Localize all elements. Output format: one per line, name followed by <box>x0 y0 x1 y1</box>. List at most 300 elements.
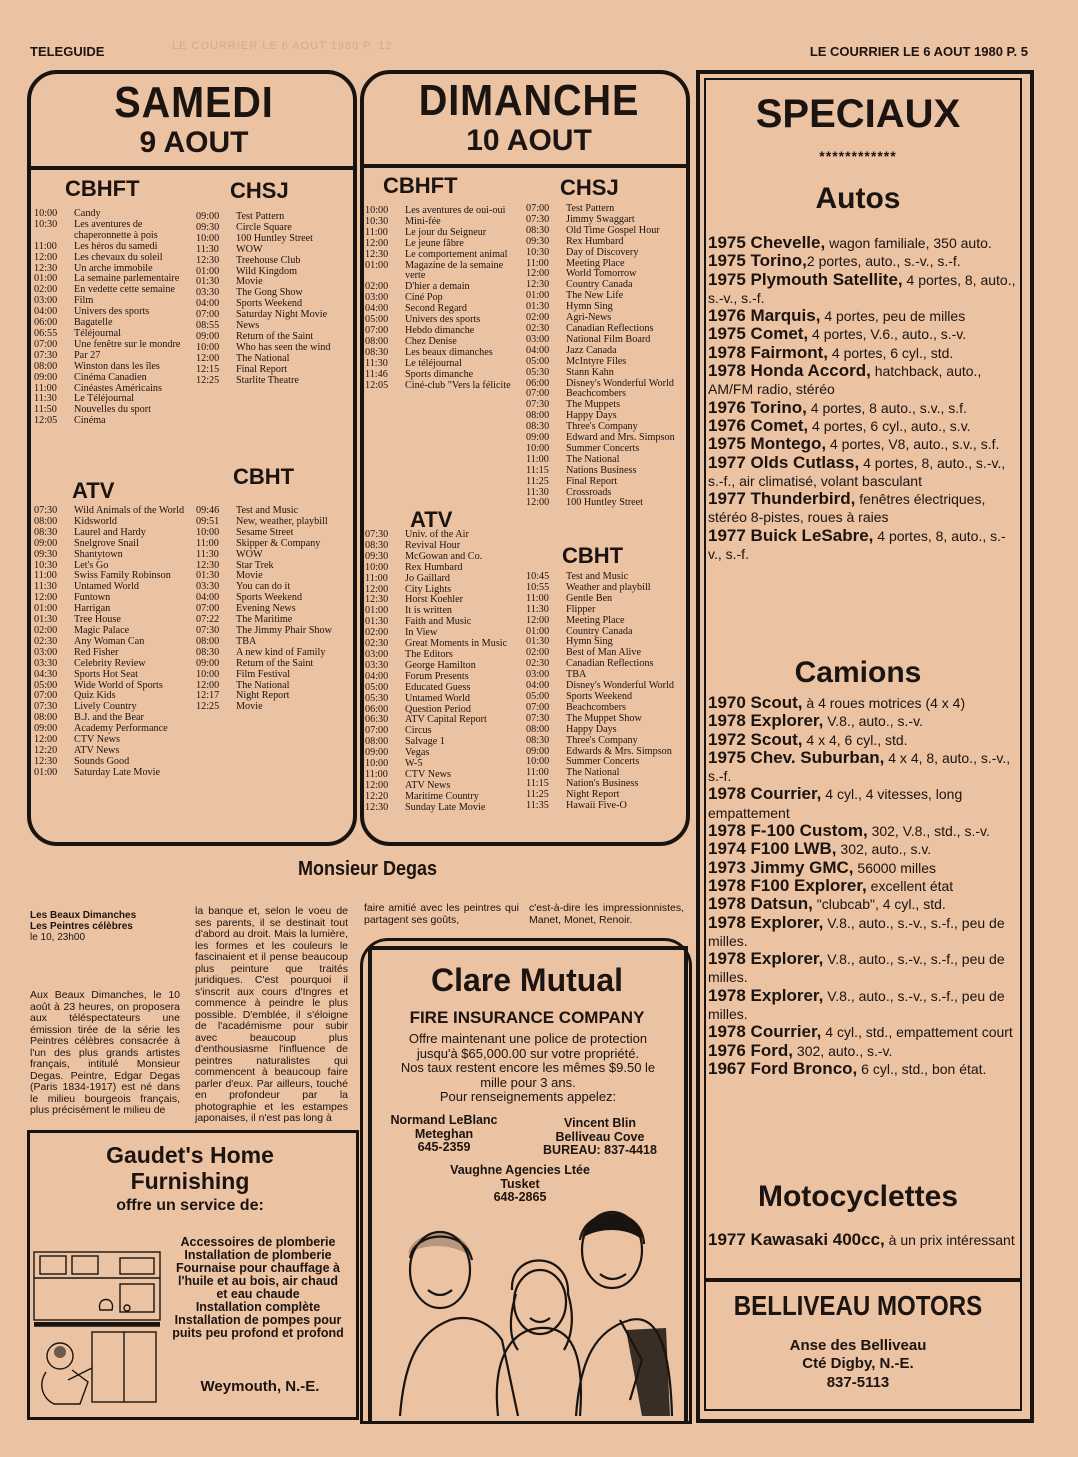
schedule-program: Test and Music <box>566 571 629 582</box>
autos-title: Autos <box>815 182 901 215</box>
schedule-row <box>196 310 352 321</box>
schedule-time: 07:30 <box>34 505 58 516</box>
dimanche-chsj-schedule <box>526 204 682 509</box>
schedule-time: 10:00 <box>196 526 220 538</box>
vehicle-details: wagon familiale, 350 auto. <box>825 235 992 251</box>
schedule-time: 12:00 <box>365 779 389 791</box>
schedule-program: The Editors <box>405 648 453 660</box>
vehicle-details: 4 portes, 6 cyl., std. <box>828 344 954 361</box>
schedule-time: 03:00 <box>526 333 550 345</box>
schedule-time: 01:30 <box>34 614 58 626</box>
schedule-time: 09:00 <box>34 371 58 383</box>
schedule-time: 04:00 <box>365 303 389 315</box>
schedule-time: 03:00 <box>365 292 389 304</box>
schedule-time: 12:05 <box>365 379 389 391</box>
schedule-time: 12:30 <box>526 279 550 291</box>
schedule-row <box>365 715 520 726</box>
schedule-time: 12:00 <box>34 592 58 604</box>
schedule-program: Téléjournal <box>74 327 121 339</box>
autos-list <box>708 234 1016 563</box>
schedule-program: Wild Animals of the World <box>74 505 185 516</box>
schedule-row <box>365 359 520 370</box>
vehicle-listing <box>708 859 1016 877</box>
samedi-divider <box>30 166 356 170</box>
schedule-time: 10:00 <box>196 668 220 680</box>
schedule-time: 02:30 <box>526 322 550 334</box>
vehicle-listing <box>708 895 1016 913</box>
schedule-time: 02:00 <box>526 312 550 324</box>
vehicle-listing <box>708 914 1016 951</box>
schedule-time: 07:00 <box>34 690 58 702</box>
schedule-row <box>365 370 520 381</box>
camions-title: Camions <box>794 656 922 689</box>
schedule-program: Wide World of Sports <box>74 679 163 691</box>
schedule-time: 04:00 <box>526 680 550 692</box>
vehicle-model: 1970 Scout, <box>708 693 803 712</box>
schedule-row <box>196 691 352 702</box>
schedule-program: Movie <box>236 701 263 713</box>
schedule-time: 07:30 <box>526 213 550 225</box>
vehicle-listing <box>708 785 1016 822</box>
schedule-program: Weather and playbill <box>566 581 651 593</box>
schedule-program: Un arche immobile <box>74 262 153 274</box>
schedule-time: 07:00 <box>196 603 220 615</box>
agent-phone: BUREAU: 837-4418 <box>543 1143 657 1157</box>
schedule-time: 03:00 <box>34 646 58 658</box>
samedi-atv-title: ATV <box>72 478 115 503</box>
schedule-time: 04:00 <box>526 344 550 356</box>
schedule-program: Faith and Music <box>405 616 472 628</box>
vehicle-listing <box>708 435 1016 453</box>
schedule-time: 10:30 <box>365 215 389 227</box>
schedule-program: Celebrity Review <box>74 657 146 669</box>
schedule-program: Snelgrove Snail <box>74 537 139 549</box>
schedule-time: 08:30 <box>365 539 389 551</box>
vehicle-details: 56000 milles <box>853 859 937 876</box>
schedule-time: 09:00 <box>196 211 220 222</box>
vehicle-details: 4 portes, 8, auto., s.-v., s.-f. <box>708 271 1016 306</box>
schedule-program: Untamed World <box>74 581 139 593</box>
agent-name: Vaughne Agencies Ltée <box>450 1163 590 1177</box>
vehicle-details: 302, auto., s.-v. <box>793 1042 893 1059</box>
dealer-line1: Anse des Belliveau <box>789 1337 927 1354</box>
schedule-program: Magic Palace <box>74 624 130 636</box>
schedule-time: 03:30 <box>365 659 389 671</box>
schedule-program: Hymn Sing <box>566 301 613 313</box>
schedule-program: Sesame Street <box>236 526 294 538</box>
schedule-program: Final Report <box>566 475 618 487</box>
schedule-program: TBA <box>236 635 257 647</box>
schedule-program: The National <box>236 352 290 364</box>
vehicle-details: 302, auto., s.v. <box>836 841 932 858</box>
schedule-time: 02:30 <box>34 635 58 647</box>
schedule-row <box>526 368 682 379</box>
vehicle-listing <box>708 234 1016 252</box>
schedule-program: Nation's Business <box>566 778 639 790</box>
schedule-program: Maritime Country <box>405 790 479 802</box>
schedule-program: Great Moments in Music <box>405 638 508 650</box>
schedule-time: 11:30 <box>196 548 219 560</box>
dimanche-cbhft-schedule <box>365 206 520 391</box>
schedule-time: 07:30 <box>365 529 389 540</box>
schedule-time: 10:30 <box>526 246 550 258</box>
vehicle-details: 4 portes, V.6., auto., s.-v. <box>808 326 967 343</box>
schedule-program: Les aventures de chaperonnette à pois <box>74 218 158 241</box>
vehicle-listing <box>708 694 1016 712</box>
schedule-time: 06:00 <box>34 317 58 329</box>
schedule-time: 10:00 <box>365 205 389 216</box>
clare-title: Clare Mutual <box>430 962 624 998</box>
vehicle-model: 1976 Ford, <box>708 1040 794 1060</box>
schedule-program: The Jimmy Phair Show <box>236 624 332 636</box>
schedule-time: 03:30 <box>196 287 220 299</box>
dimanche-day: DIMANCHE <box>418 76 640 125</box>
schedule-time: 03:30 <box>196 581 220 593</box>
schedule-program: Edwards & Mrs. Simpson <box>566 745 672 757</box>
schedule-program: Star Trek <box>236 559 274 571</box>
schedule-time: 09:00 <box>34 723 58 735</box>
schedule-time: 01:30 <box>526 636 550 648</box>
vehicle-model: 1978 Courrier, <box>708 784 822 804</box>
schedule-time: 05:30 <box>365 692 389 704</box>
schedule-program: Le comportement animal <box>405 248 508 260</box>
schedule-time: 07:00 <box>365 324 389 336</box>
clare-rates: Nos taux restent encore les mêmes $9.50 le mille pour 3 ans. <box>400 1060 656 1090</box>
schedule-program: Meeting Place <box>566 257 625 269</box>
vehicle-listing <box>708 877 1016 895</box>
schedule-row <box>365 563 520 574</box>
plumber-illustration <box>32 1248 164 1408</box>
schedule-program: Ciné Pop <box>405 292 443 304</box>
schedule-program: Les héros du samedi <box>74 240 158 252</box>
dimanche-cbht-schedule <box>526 572 682 812</box>
schedule-time: 01:00 <box>365 259 389 271</box>
samedi-chsj-schedule <box>196 212 352 387</box>
schedule-time: 05:00 <box>526 690 550 702</box>
schedule-time: 08:30 <box>526 421 550 433</box>
schedule-row <box>34 285 188 296</box>
schedule-program: In View <box>405 627 438 639</box>
schedule-program: The National <box>236 679 290 691</box>
degas-kicker-time: le 10, 23h00 <box>30 932 86 943</box>
schedule-time: 02:00 <box>526 647 550 659</box>
schedule-time: 02:00 <box>365 281 389 293</box>
schedule-program: Bagatelle <box>74 317 113 329</box>
schedule-row <box>34 659 190 670</box>
schedule-time: 11:00 <box>365 226 388 238</box>
schedule-time: 07:30 <box>34 349 58 361</box>
schedule-row <box>365 683 520 694</box>
schedule-program: Film Festival <box>236 668 291 680</box>
schedule-program: ATV Capital Report <box>405 714 487 726</box>
schedule-time: 10:55 <box>526 581 550 593</box>
schedule-row <box>34 242 188 253</box>
schedule-time: 08:00 <box>34 360 58 372</box>
schedule-program: WOW <box>236 548 263 560</box>
schedule-program: Day of Discovery <box>566 246 639 258</box>
schedule-program: Edward and Mrs. Simpson <box>566 432 675 444</box>
schedule-program: National Film Board <box>566 333 651 345</box>
schedule-program: Kidsworld <box>74 515 118 527</box>
samedi-chsj-title: CHSJ <box>230 178 289 203</box>
schedule-time: 07:00 <box>34 338 58 350</box>
schedule-row <box>196 256 352 267</box>
schedule-time: 07:00 <box>196 309 220 321</box>
schedule-program: Country Canada <box>566 279 633 291</box>
vehicle-model: 1977 Buick LeSabre, <box>708 525 874 545</box>
schedule-row <box>365 748 520 759</box>
schedule-program: Canadian Reflections <box>566 322 654 334</box>
schedule-time: 05:00 <box>34 679 58 691</box>
schedule-row <box>34 670 190 681</box>
schedule-program: Flipper <box>566 603 596 615</box>
vehicle-model: 1967 Ford Bronco, <box>708 1058 858 1078</box>
schedule-program: Le jour du Seigneur <box>405 226 487 238</box>
schedule-program: Circle Square <box>236 221 292 233</box>
vehicle-model: 1977 Kawasaki 400cc, <box>708 1230 885 1249</box>
schedule-time: 02:00 <box>365 627 389 639</box>
schedule-time: 06:30 <box>365 714 389 726</box>
schedule-time: 08:30 <box>526 224 550 236</box>
vehicle-listing <box>708 1023 1016 1041</box>
clare-body <box>390 1032 666 1105</box>
dimanche-divider <box>364 164 686 168</box>
schedule-program: Mini-fée <box>405 215 441 227</box>
vehicle-model: 1976 Torino, <box>708 397 807 417</box>
service-item: Accessoires de plomberie <box>180 1235 336 1249</box>
schedule-time: 12:30 <box>34 262 58 274</box>
vehicle-details: 4 cyl., 4 vitesses, long empattement <box>708 786 963 821</box>
schedule-program: Crossroads <box>566 486 612 498</box>
schedule-time: 12:00 <box>526 614 550 626</box>
schedule-time: 09:30 <box>196 221 220 233</box>
schedule-time: 01:30 <box>526 301 550 313</box>
vehicle-model: 1978 Courrier, <box>708 1022 822 1042</box>
vehicle-model: 1976 Comet, <box>708 415 809 435</box>
schedule-program: Laurel and Hardy <box>74 526 146 538</box>
schedule-time: 03:00 <box>34 295 58 307</box>
schedule-time: 09:00 <box>526 432 550 444</box>
schedule-program: Revival Hour <box>405 539 461 551</box>
schedule-time: 10:00 <box>34 208 58 219</box>
vehicle-details: V.8., auto., s.-v., s.-f., peu de milles. <box>708 914 1005 949</box>
schedule-time: 09:00 <box>34 537 58 549</box>
degas-col-4: c'est-à-dire les impressionnistes, Manet, Monet, Renoir. <box>529 902 684 926</box>
schedule-time: 08:00 <box>526 410 550 422</box>
schedule-program: CTV News <box>74 734 120 746</box>
schedule-program: D'hier a demain <box>405 281 470 293</box>
vehicle-model: 1975 Torino, <box>708 251 807 271</box>
schedule-time: 11:35 <box>526 800 549 812</box>
agent-phone: 648-2865 <box>493 1190 547 1204</box>
schedule-time: 10:00 <box>196 232 220 244</box>
schedule-program: Sounds Good <box>74 755 130 767</box>
schedule-program: McGowan and Co. <box>405 550 483 562</box>
vehicle-listing <box>708 712 1016 730</box>
schedule-row <box>196 550 352 561</box>
schedule-row <box>34 220 188 242</box>
vehicle-model: 1976 Marquis, <box>708 306 821 326</box>
vehicle-listing <box>708 325 1016 343</box>
schedule-time: 11:00 <box>34 570 57 582</box>
schedule-row <box>365 381 520 392</box>
schedule-program: Jo Gaillard <box>405 572 450 584</box>
vehicle-listing <box>708 344 1016 362</box>
vehicle-listing <box>708 731 1016 749</box>
schedule-program: Movie <box>236 570 263 582</box>
schedule-program: Tree House <box>74 614 121 626</box>
schedule-program: W-5 <box>405 758 423 770</box>
schedule-time: 12:00 <box>526 497 550 509</box>
schedule-program: Country Canada <box>566 625 633 637</box>
schedule-time: 11:30 <box>526 486 549 498</box>
schedule-time: 10:00 <box>196 341 220 353</box>
vehicle-listing <box>708 252 1016 270</box>
schedule-program: Hymn Sing <box>566 636 613 648</box>
schedule-program: Second Regard <box>405 303 467 315</box>
schedule-program: Three's Company <box>566 734 638 746</box>
schedule-row <box>196 267 352 278</box>
schedule-program: Cinéma <box>74 415 106 427</box>
schedule-row <box>365 694 520 705</box>
schedule-program: Happy Days <box>566 410 617 422</box>
schedule-program: B.J. and the Bear <box>74 712 144 724</box>
schedule-program: Nouvelles du sport <box>74 404 151 416</box>
dimanche-cbht-title: CBHT <box>562 543 624 568</box>
schedule-time: 05:00 <box>365 314 389 326</box>
vehicle-listing <box>708 987 1016 1024</box>
schedule-row <box>196 365 352 376</box>
schedule-time: 11:30 <box>526 603 549 615</box>
schedule-time: 09:00 <box>196 330 220 342</box>
schedule-time: 07:00 <box>526 701 550 713</box>
schedule-time: 04:30 <box>34 668 58 680</box>
vehicle-model: 1978 Datsun, <box>708 894 813 914</box>
schedule-row <box>34 593 190 604</box>
schedule-time: 01:00 <box>34 766 58 778</box>
schedule-row <box>526 659 682 670</box>
schedule-time: 11:00 <box>365 768 388 780</box>
dimanche-atv-schedule <box>365 530 520 814</box>
schedule-program: Evening News <box>236 603 296 615</box>
schedule-time: 08:30 <box>196 646 220 658</box>
schedule-time: 11:15 <box>526 778 549 790</box>
schedule-row <box>526 248 682 259</box>
vehicle-details: 4 portes, 8, auto., s.-v., s.-f. <box>708 527 1006 563</box>
schedule-program: Winston dans les îles <box>74 360 160 372</box>
schedule-program: Untamed World <box>405 692 470 704</box>
schedule-program: Rex Humbard <box>566 235 624 247</box>
motocyclettes-title: Motocyclettes <box>757 1180 959 1213</box>
schedule-time: 12:30 <box>365 801 389 813</box>
schedule-time: 12:20 <box>365 790 389 802</box>
schedule-row <box>196 245 352 256</box>
schedule-time: 07:30 <box>526 399 550 411</box>
schedule-program: Shantytown <box>74 548 123 560</box>
agent-name: Normand LeBlanc <box>390 1113 498 1127</box>
vehicle-details: fenêtres électriques, stéréo 8-pistes, roues à raies <box>708 491 986 526</box>
schedule-time: 04:00 <box>196 592 220 604</box>
schedule-row <box>365 737 520 748</box>
vehicle-model: 1977 Thunderbird, <box>708 489 856 509</box>
vehicle-model: 1975 Comet, <box>708 324 809 344</box>
schedule-program: Magazine de la semaine verte <box>405 259 504 282</box>
schedule-time: 12:17 <box>196 690 220 702</box>
schedule-program: Rex Humbard <box>405 561 463 573</box>
dimanche-cbhft-title: CBHFT <box>383 173 458 198</box>
schedule-time: 08:00 <box>196 635 220 647</box>
schedule-time: 12:25 <box>196 374 220 386</box>
schedule-program: Sports Hot Seat <box>74 668 138 680</box>
schedule-program: Treehouse Club <box>236 254 301 266</box>
samedi-cbhft-title: CBHFT <box>65 176 140 201</box>
clare-subtitle: FIRE INSURANCE COMPANY <box>409 1008 645 1027</box>
schedule-time: 08:30 <box>34 526 58 538</box>
schedule-program: Skipper & Company <box>236 537 321 549</box>
schedule-time: 07:00 <box>526 388 550 400</box>
schedule-time: 01:30 <box>365 616 389 628</box>
schedule-row <box>365 803 520 814</box>
schedule-program: Test Pattern <box>236 211 285 222</box>
schedule-program: Les chevaux du soleil <box>74 251 163 263</box>
clare-agent-2 <box>530 1117 670 1158</box>
schedule-time: 12:00 <box>34 734 58 746</box>
schedule-time: 02:00 <box>34 624 58 636</box>
schedule-program: Univers des sports <box>74 306 150 318</box>
vehicle-model: 1978 Explorer, <box>708 912 824 932</box>
samedi-day: SAMEDI <box>114 78 274 127</box>
schedule-time: 12:00 <box>196 352 220 364</box>
schedule-program: Test Pattern <box>566 203 615 214</box>
degas-kicker-show: Les Beaux Dimanches <box>30 910 137 921</box>
schedule-program: A new kind of Family <box>236 646 326 658</box>
schedule-row <box>34 405 188 416</box>
schedule-program: Les beaux dimanches <box>405 346 493 358</box>
schedule-time: 12:00 <box>526 268 550 280</box>
schedule-time: 12:30 <box>196 254 220 266</box>
schedule-program: Le jeune fâbre <box>405 237 464 249</box>
schedule-row <box>196 702 352 713</box>
agent-place: Tusket <box>500 1176 540 1191</box>
schedule-time: 10:00 <box>365 561 389 573</box>
vehicle-listing <box>708 362 1016 399</box>
schedule-program: The New Life <box>566 290 624 302</box>
vehicle-details: 4 x 4, 8, auto., s.-v., s.-f. <box>708 749 1011 785</box>
schedule-program: Horst Koehler <box>405 594 463 606</box>
vehicle-model: 1978 Explorer, <box>708 985 824 1005</box>
schedule-program: News <box>236 320 260 332</box>
samedi-cbht-schedule <box>196 506 352 713</box>
schedule-row <box>196 659 352 670</box>
schedule-row <box>526 605 682 616</box>
schedule-time: 10:00 <box>526 756 550 768</box>
vehicle-details: hatchback, auto., AM/FM radio, stéréo <box>708 363 982 398</box>
vehicle-details: 4 portes, 6 cyl., auto., s.v. <box>808 417 971 434</box>
vehicle-model: 1974 F100 LWB, <box>708 839 837 859</box>
schedule-program: Cinéma Canadien <box>74 371 147 383</box>
schedule-time: 08:00 <box>365 736 389 748</box>
schedule-program: Wild Kingdom <box>236 265 297 277</box>
dealer-name: BELLIVEAU MOTORS <box>733 1290 983 1321</box>
vehicle-details: à 4 roues motrices (4 x 4) <box>802 695 966 711</box>
schedule-program: Sunday Late Movie <box>405 801 486 813</box>
schedule-program: Une fenêtre sur le mondre <box>74 338 181 350</box>
vehicle-details: 4 portes, 8 auto., s.v., s.f. <box>806 399 967 416</box>
schedule-time: 06:00 <box>365 703 389 715</box>
schedule-program: Saturday Night Movie <box>236 309 328 321</box>
gaudet-title-2: Furnishing <box>130 1168 250 1194</box>
schedule-row <box>34 362 188 373</box>
